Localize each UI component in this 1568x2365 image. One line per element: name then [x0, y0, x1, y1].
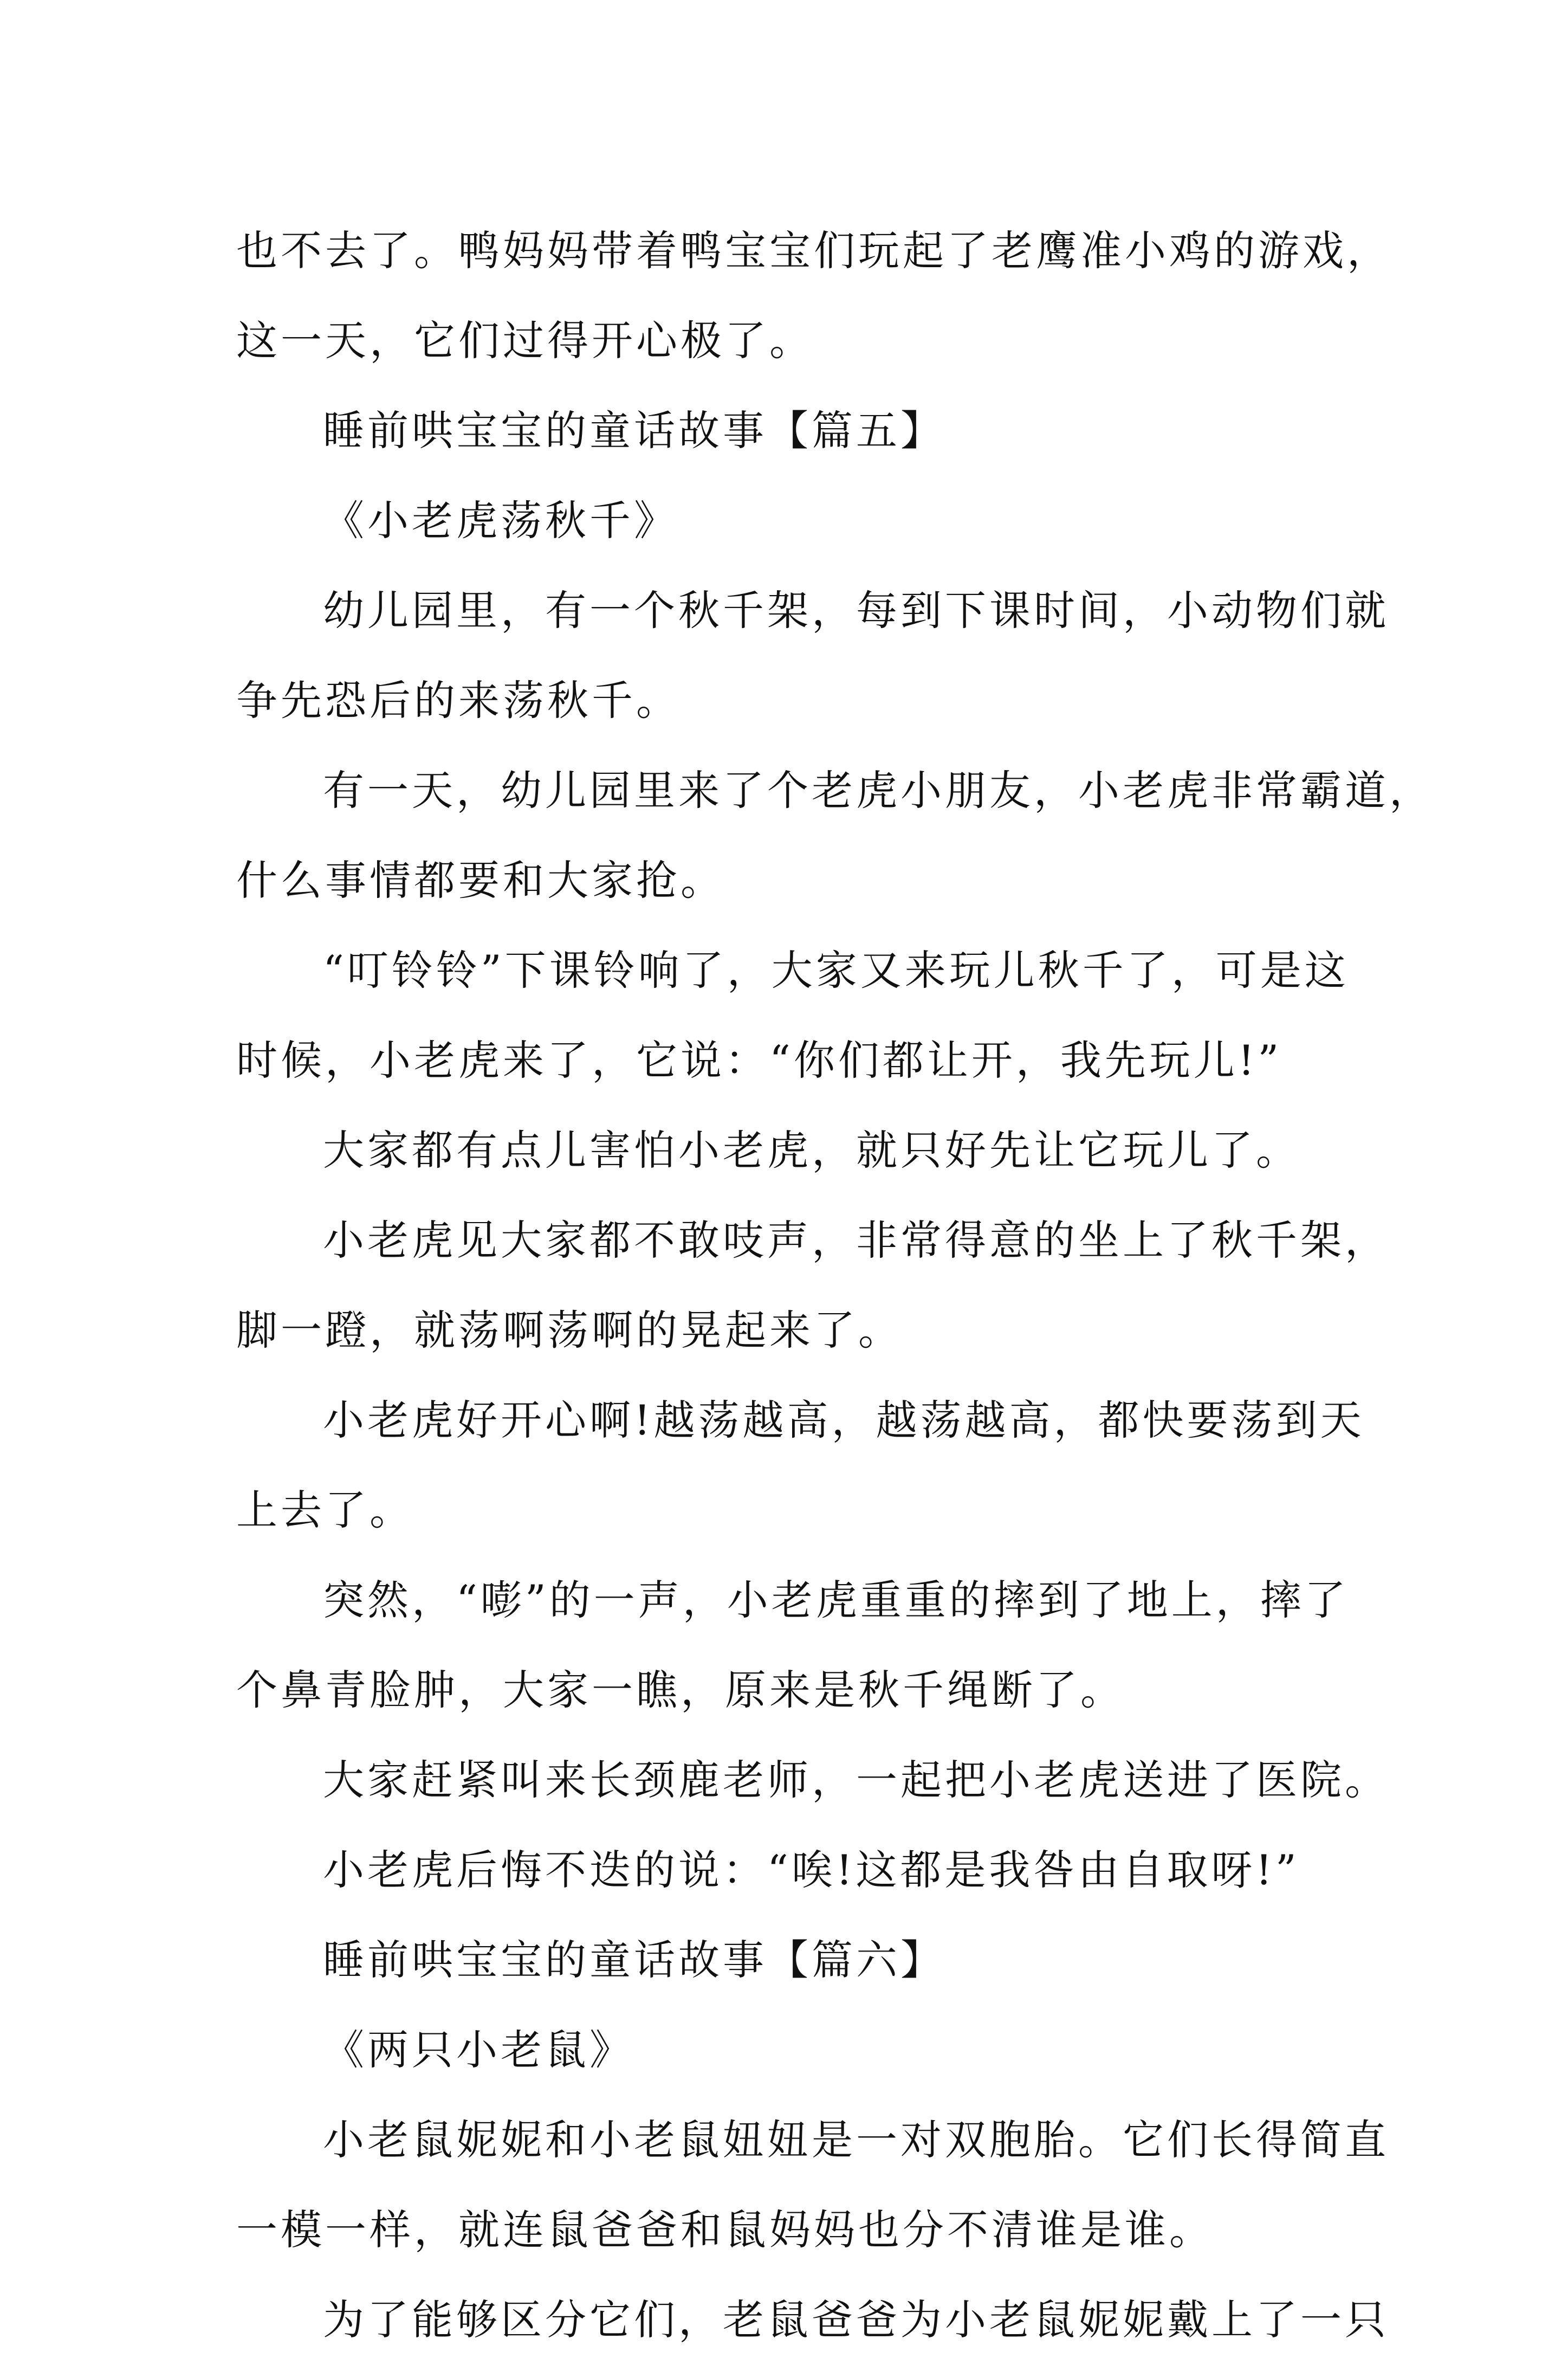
text-line: 个鼻青脸肿，大家一瞧，原来是秋千绳断了。 — [236, 1666, 1125, 1714]
text-line: 为了能够区分它们，老鼠爸爸为小老鼠妮妮戴上了一只 — [323, 2296, 1389, 2344]
text-line: 争先恐后的来荡秋千。 — [236, 676, 681, 725]
document-body — [236, 206, 1434, 2365]
text-line: 小老鼠妮妮和小老鼠妞妞是一对双胞胎。它们长得简直 — [323, 2116, 1389, 2164]
text-line: 这一天，它们过得开心极了。 — [236, 316, 814, 365]
text-line: “叮铃铃”下课铃响了，大家又来玩儿秋千了，可是这 — [323, 946, 1349, 994]
story-title: 《小老虎荡秋千》 — [323, 496, 678, 545]
text-line: 时候，小老虎来了，它说：“你们都让开，我先玩儿!” — [236, 1036, 1282, 1084]
text-line: 大家都有点儿害怕小老虎，就只好先让它玩儿了。 — [323, 1126, 1300, 1174]
text-line: 什么事情都要和大家抢。 — [236, 856, 725, 904]
section-heading: 睡前哄宝宝的童话故事【篇六】 — [323, 1936, 945, 1984]
text-line: 突然，“嘭”的一声，小老虎重重的摔到了地上，摔了 — [323, 1576, 1349, 1624]
text-line: 小老虎见大家都不敢吱声，非常得意的坐上了秋千架， — [323, 1216, 1389, 1264]
story-title: 《两只小老鼠》 — [323, 2026, 634, 2074]
section-heading: 睡前哄宝宝的童话故事【篇五】 — [323, 406, 945, 455]
text-line: 幼儿园里，有一个秋千架，每到下课时间，小动物们就 — [323, 586, 1389, 635]
text-line: 大家赶紧叫来长颈鹿老师，一起把小老虎送进了医院。 — [323, 1756, 1389, 1804]
text-line: 上去了。 — [236, 1486, 414, 1534]
text-line: 小老虎后悔不迭的说：“唉!这都是我咎由自取呀!” — [323, 1846, 1300, 1894]
text-line: 有一天，幼儿园里来了个老虎小朋友，小老虎非常霸道， — [323, 766, 1434, 815]
text-line: 也不去了。鸭妈妈带着鸭宝宝们玩起了老鹰准小鸡的游戏， — [236, 227, 1391, 275]
text-line: 一模一样，就连鼠爸爸和鼠妈妈也分不清谁是谁。 — [236, 2206, 1214, 2254]
text-line: 小老虎好开心啊!越荡越高，越荡越高，都快要荡到天 — [323, 1396, 1365, 1444]
text-line: 脚一蹬，就荡啊荡啊的晃起来了。 — [236, 1306, 903, 1354]
